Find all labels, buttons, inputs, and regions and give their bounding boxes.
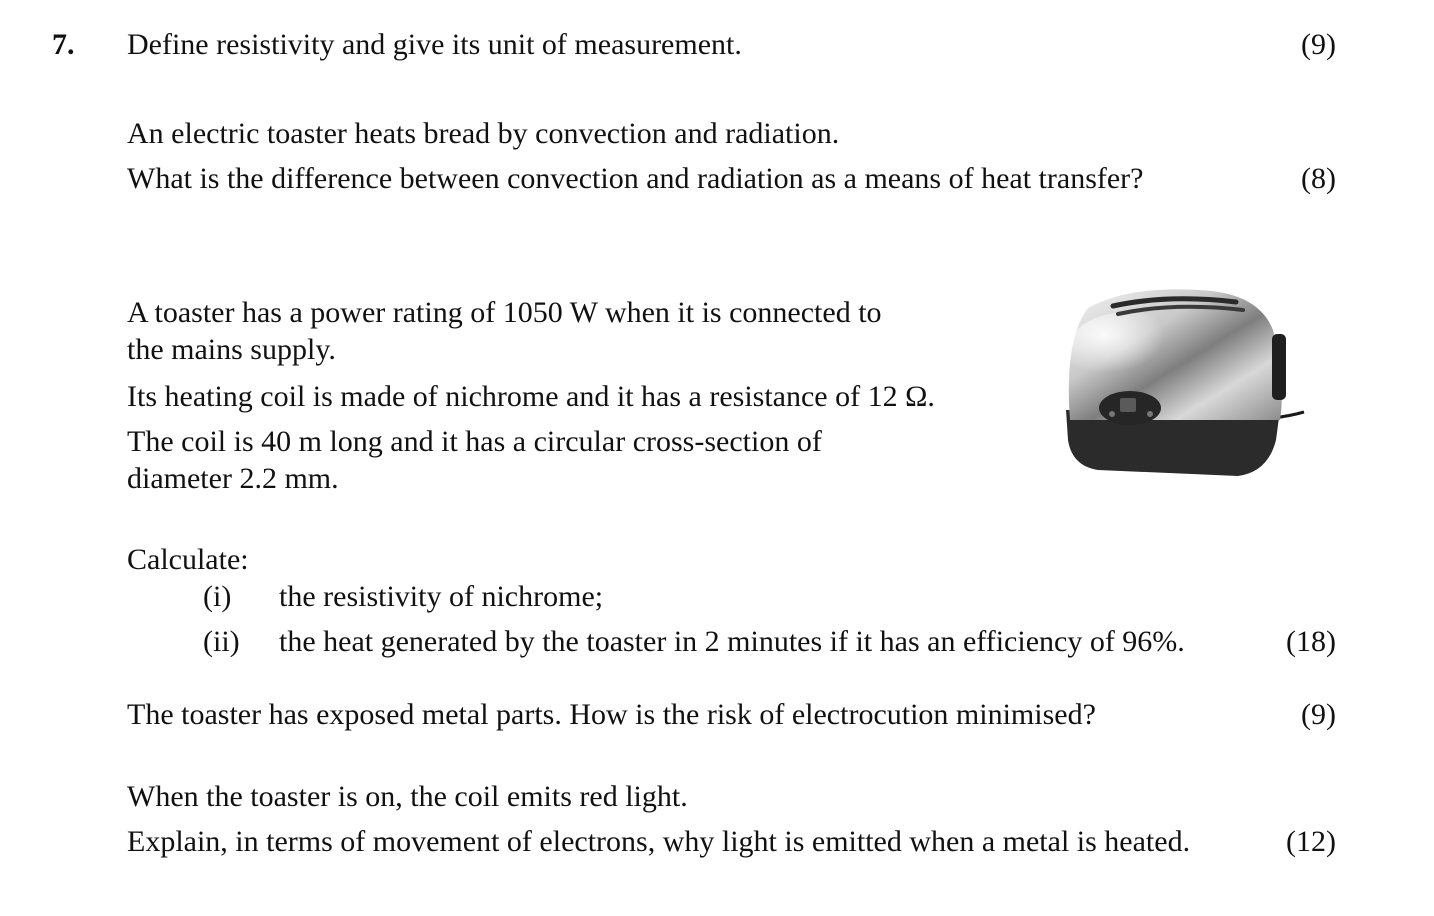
electrons-question: Explain, in terms of movement of electrons, why light is emitted when a metal is heated. bbox=[127, 825, 1191, 858]
item-ii-label: (ii) bbox=[203, 625, 240, 658]
convection-radiation-question: What is the difference between convection and radiation as a means of heat transfer? bbox=[127, 162, 1144, 195]
marks-part5: (12) bbox=[1286, 825, 1336, 858]
electrocution-question: The toaster has exposed metal parts. How is the risk of electrocution minimised? bbox=[127, 698, 1096, 731]
item-i-text: the resistivity of nichrome; bbox=[279, 580, 604, 613]
coil-length-text: The coil is 40 m long and it has a circular cross-section of bbox=[127, 425, 822, 458]
red-light-text: When the toaster is on, the coil emits red light. bbox=[127, 780, 688, 813]
item-i-label: (i) bbox=[203, 580, 232, 613]
marks-calculate: (18) bbox=[1286, 625, 1336, 658]
marks-part1: (9) bbox=[1301, 28, 1336, 61]
mains-supply-text: the mains supply. bbox=[127, 333, 336, 366]
marks-part4: (9) bbox=[1301, 698, 1336, 731]
toaster-intro-text: An electric toaster heats bread by convection and radiation. bbox=[127, 117, 840, 150]
resistance-text: Its heating coil is made of nichrome and it has a resistance of 12 Ω. bbox=[127, 380, 935, 413]
power-rating-text: A toaster has a power rating of 1050 W when it is connected to bbox=[127, 296, 882, 329]
item-ii-text: the heat generated by the toaster in 2 minutes if it has an efficiency of 96%. bbox=[279, 625, 1185, 658]
coil-diameter-text: diameter 2.2 mm. bbox=[127, 462, 339, 495]
calculate-heading: Calculate: bbox=[127, 543, 249, 576]
define-resistivity-text: Define resistivity and give its unit of measurement. bbox=[127, 28, 742, 61]
toaster-icon bbox=[1058, 280, 1308, 480]
marks-part2: (8) bbox=[1301, 162, 1336, 195]
question-number: 7. bbox=[52, 28, 75, 61]
